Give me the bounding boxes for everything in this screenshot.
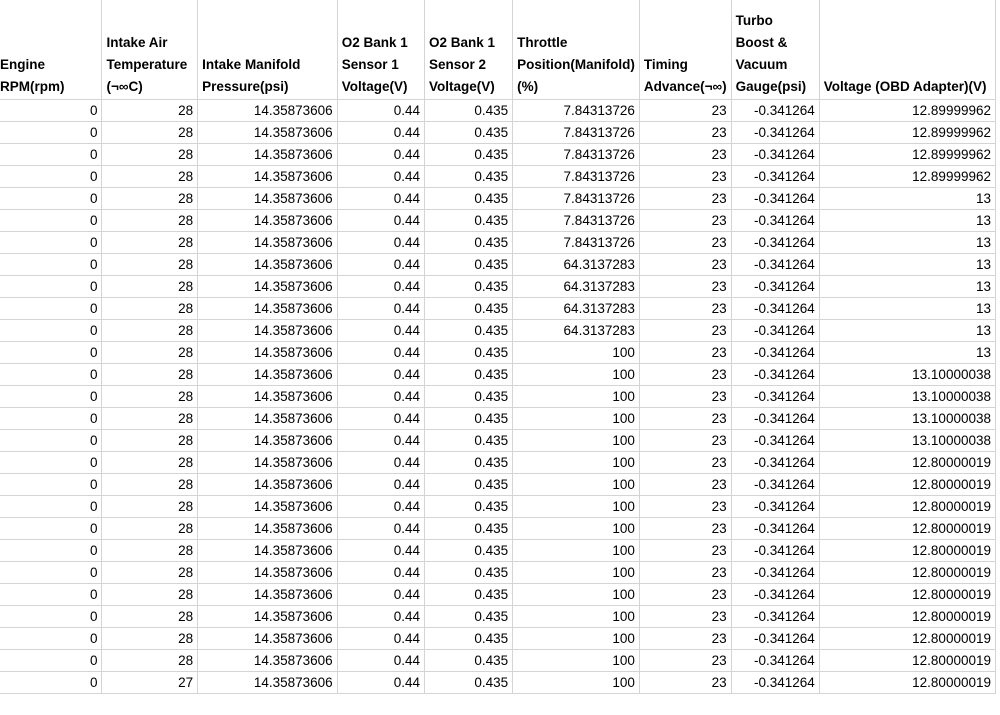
cell-intake-manifold-pressure[interactable]: 14.35873606 [198, 342, 338, 364]
cell-timing-advance[interactable]: 23 [639, 562, 731, 584]
table-row [0, 584, 996, 606]
cell-obd-voltage[interactable]: 12.80000019 [819, 452, 995, 474]
cell-intake-manifold-pressure[interactable]: 14.35873606 [198, 672, 338, 694]
cell-engine-rpm[interactable]: 0 [0, 452, 102, 474]
cell-o2-b1s1-voltage[interactable]: 0.44 [337, 672, 424, 694]
cell-throttle-position[interactable]: 64.3137283 [513, 254, 640, 276]
table-row [0, 144, 996, 166]
cell-turbo-boost[interactable]: -0.341264 [731, 496, 819, 518]
cell-engine-rpm[interactable]: 0 [0, 254, 102, 276]
cell-engine-rpm[interactable]: 0 [0, 628, 102, 650]
cell-o2-b1s2-voltage[interactable]: 0.435 [425, 430, 513, 452]
cell-throttle-position[interactable]: 7.84313726 [513, 188, 640, 210]
cell-intake-air-temp[interactable]: 28 [102, 122, 198, 144]
cell-turbo-boost[interactable]: -0.341264 [731, 210, 819, 232]
cell-obd-voltage[interactable]: 12.89999962 [819, 144, 995, 166]
cell-throttle-position[interactable]: 100 [513, 364, 640, 386]
cell-engine-rpm[interactable]: 0 [0, 342, 102, 364]
cell-engine-rpm[interactable]: 0 [0, 364, 102, 386]
column-header-intake-manifold-pressure[interactable]: Intake Manifold Pressure(psi) [198, 0, 338, 100]
cell-intake-air-temp[interactable]: 28 [102, 562, 198, 584]
cell-obd-voltage[interactable]: 13 [819, 210, 995, 232]
cell-intake-air-temp[interactable]: 28 [102, 584, 198, 606]
cell-turbo-boost[interactable]: -0.341264 [731, 430, 819, 452]
cell-o2-b1s2-voltage[interactable]: 0.435 [425, 144, 513, 166]
cell-timing-advance[interactable]: 23 [639, 628, 731, 650]
cell-engine-rpm[interactable]: 0 [0, 430, 102, 452]
cell-timing-advance[interactable]: 23 [639, 232, 731, 254]
cell-intake-air-temp[interactable]: 28 [102, 496, 198, 518]
cell-obd-voltage[interactable]: 12.80000019 [819, 518, 995, 540]
cell-intake-manifold-pressure[interactable]: 14.35873606 [198, 540, 338, 562]
cell-intake-manifold-pressure[interactable]: 14.35873606 [198, 232, 338, 254]
cell-engine-rpm[interactable]: 0 [0, 188, 102, 210]
table-row [0, 188, 996, 210]
cell-turbo-boost[interactable]: -0.341264 [731, 386, 819, 408]
cell-timing-advance[interactable]: 23 [639, 166, 731, 188]
cell-intake-air-temp[interactable]: 28 [102, 386, 198, 408]
cell-intake-air-temp[interactable]: 28 [102, 430, 198, 452]
cell-o2-b1s1-voltage[interactable]: 0.44 [337, 166, 424, 188]
cell-throttle-position[interactable]: 64.3137283 [513, 298, 640, 320]
column-header-timing-advance[interactable]: Timing Advance(¬∞) [639, 0, 731, 100]
cell-timing-advance[interactable]: 23 [639, 452, 731, 474]
column-header-turbo-boost[interactable]: Turbo Boost & Vacuum Gauge(psi) [731, 0, 819, 100]
cell-o2-b1s2-voltage[interactable]: 0.435 [425, 364, 513, 386]
cell-engine-rpm[interactable]: 0 [0, 496, 102, 518]
cell-o2-b1s1-voltage[interactable]: 0.44 [337, 254, 424, 276]
cell-intake-air-temp[interactable]: 28 [102, 276, 198, 298]
cell-obd-voltage[interactable]: 13 [819, 276, 995, 298]
cell-throttle-position[interactable]: 7.84313726 [513, 122, 640, 144]
column-header-engine-rpm[interactable]: Engine RPM(rpm) [0, 0, 102, 100]
cell-o2-b1s2-voltage[interactable]: 0.435 [425, 100, 513, 122]
table-row [0, 430, 996, 452]
cell-o2-b1s1-voltage[interactable]: 0.44 [337, 188, 424, 210]
grid-body [0, 100, 996, 694]
cell-o2-b1s2-voltage[interactable]: 0.435 [425, 122, 513, 144]
cell-o2-b1s1-voltage[interactable]: 0.44 [337, 628, 424, 650]
cell-intake-manifold-pressure[interactable]: 14.35873606 [198, 276, 338, 298]
cell-throttle-position[interactable]: 100 [513, 672, 640, 694]
cell-intake-air-temp[interactable]: 28 [102, 408, 198, 430]
cell-engine-rpm[interactable]: 0 [0, 320, 102, 342]
cell-intake-air-temp[interactable]: 28 [102, 650, 198, 672]
cell-timing-advance[interactable]: 23 [639, 254, 731, 276]
cell-intake-manifold-pressure[interactable]: 14.35873606 [198, 650, 338, 672]
cell-timing-advance[interactable]: 23 [639, 606, 731, 628]
cell-timing-advance[interactable]: 23 [639, 474, 731, 496]
cell-throttle-position[interactable]: 100 [513, 628, 640, 650]
table-row [0, 562, 996, 584]
table-row [0, 232, 996, 254]
cell-intake-air-temp[interactable]: 28 [102, 474, 198, 496]
cell-o2-b1s2-voltage[interactable]: 0.435 [425, 386, 513, 408]
cell-throttle-position[interactable]: 100 [513, 496, 640, 518]
cell-throttle-position[interactable]: 7.84313726 [513, 166, 640, 188]
cell-o2-b1s1-voltage[interactable]: 0.44 [337, 474, 424, 496]
cell-throttle-position[interactable]: 7.84313726 [513, 100, 640, 122]
cell-intake-air-temp[interactable]: 28 [102, 518, 198, 540]
table-row [0, 496, 996, 518]
cell-intake-air-temp[interactable]: 28 [102, 452, 198, 474]
cell-engine-rpm[interactable]: 0 [0, 386, 102, 408]
column-header-o2-b1s2-voltage[interactable]: O2 Bank 1 Sensor 2 Voltage(V) [425, 0, 513, 100]
cell-throttle-position[interactable]: 7.84313726 [513, 144, 640, 166]
cell-intake-manifold-pressure[interactable]: 14.35873606 [198, 474, 338, 496]
cell-throttle-position[interactable]: 100 [513, 386, 640, 408]
cell-turbo-boost[interactable]: -0.341264 [731, 364, 819, 386]
table-row [0, 254, 996, 276]
cell-intake-manifold-pressure[interactable]: 14.35873606 [198, 210, 338, 232]
cell-obd-voltage[interactable]: 13 [819, 298, 995, 320]
cell-engine-rpm[interactable]: 0 [0, 210, 102, 232]
cell-intake-air-temp[interactable]: 28 [102, 254, 198, 276]
table-row [0, 386, 996, 408]
cell-intake-manifold-pressure[interactable]: 14.35873606 [198, 254, 338, 276]
cell-o2-b1s1-voltage[interactable]: 0.44 [337, 122, 424, 144]
cell-turbo-boost[interactable]: -0.341264 [731, 540, 819, 562]
table-row [0, 540, 996, 562]
cell-engine-rpm[interactable]: 0 [0, 672, 102, 694]
cell-turbo-boost[interactable]: -0.341264 [731, 254, 819, 276]
cell-intake-air-temp[interactable]: 28 [102, 100, 198, 122]
cell-o2-b1s1-voltage[interactable]: 0.44 [337, 232, 424, 254]
cell-o2-b1s2-voltage[interactable]: 0.435 [425, 320, 513, 342]
cell-o2-b1s2-voltage[interactable]: 0.435 [425, 210, 513, 232]
cell-intake-manifold-pressure[interactable]: 14.35873606 [198, 628, 338, 650]
cell-throttle-position[interactable]: 64.3137283 [513, 276, 640, 298]
cell-o2-b1s1-voltage[interactable]: 0.44 [337, 518, 424, 540]
column-header-intake-air-temp[interactable]: Intake Air Temperature (¬∞C) [102, 0, 198, 100]
cell-throttle-position[interactable]: 100 [513, 584, 640, 606]
cell-timing-advance[interactable]: 23 [639, 650, 731, 672]
cell-o2-b1s2-voltage[interactable]: 0.435 [425, 562, 513, 584]
cell-o2-b1s1-voltage[interactable]: 0.44 [337, 144, 424, 166]
table-row [0, 474, 996, 496]
cell-throttle-position[interactable]: 100 [513, 408, 640, 430]
cell-intake-manifold-pressure[interactable]: 14.35873606 [198, 166, 338, 188]
cell-obd-voltage[interactable]: 13.10000038 [819, 408, 995, 430]
cell-turbo-boost[interactable]: -0.341264 [731, 144, 819, 166]
cell-intake-manifold-pressure[interactable]: 14.35873606 [198, 298, 338, 320]
cell-engine-rpm[interactable]: 0 [0, 100, 102, 122]
cell-o2-b1s1-voltage[interactable]: 0.44 [337, 364, 424, 386]
cell-obd-voltage[interactable]: 12.80000019 [819, 562, 995, 584]
cell-intake-air-temp[interactable]: 27 [102, 672, 198, 694]
cell-obd-voltage[interactable]: 13 [819, 188, 995, 210]
cell-intake-manifold-pressure[interactable]: 14.35873606 [198, 144, 338, 166]
cell-o2-b1s1-voltage[interactable]: 0.44 [337, 496, 424, 518]
cell-intake-manifold-pressure[interactable]: 14.35873606 [198, 100, 338, 122]
table-row [0, 122, 996, 144]
cell-throttle-position[interactable]: 100 [513, 474, 640, 496]
cell-throttle-position[interactable]: 100 [513, 606, 640, 628]
cell-o2-b1s2-voltage[interactable]: 0.435 [425, 628, 513, 650]
cell-intake-air-temp[interactable]: 28 [102, 232, 198, 254]
cell-engine-rpm[interactable]: 0 [0, 584, 102, 606]
cell-o2-b1s1-voltage[interactable]: 0.44 [337, 210, 424, 232]
cell-obd-voltage[interactable]: 13.10000038 [819, 386, 995, 408]
table-row [0, 276, 996, 298]
cell-o2-b1s1-voltage[interactable]: 0.44 [337, 452, 424, 474]
cell-intake-manifold-pressure[interactable]: 14.35873606 [198, 606, 338, 628]
cell-engine-rpm[interactable]: 0 [0, 518, 102, 540]
cell-timing-advance[interactable]: 23 [639, 518, 731, 540]
cell-timing-advance[interactable]: 23 [639, 144, 731, 166]
cell-throttle-position[interactable]: 7.84313726 [513, 210, 640, 232]
cell-o2-b1s2-voltage[interactable]: 0.435 [425, 540, 513, 562]
cell-obd-voltage[interactable]: 13 [819, 254, 995, 276]
cell-o2-b1s2-voltage[interactable]: 0.435 [425, 452, 513, 474]
cell-obd-voltage[interactable]: 12.80000019 [819, 650, 995, 672]
cell-engine-rpm[interactable]: 0 [0, 166, 102, 188]
cell-intake-air-temp[interactable]: 28 [102, 144, 198, 166]
cell-timing-advance[interactable]: 23 [639, 276, 731, 298]
table-row [0, 518, 996, 540]
cell-intake-air-temp[interactable]: 28 [102, 628, 198, 650]
cell-timing-advance[interactable]: 23 [639, 584, 731, 606]
cell-turbo-boost[interactable]: -0.341264 [731, 562, 819, 584]
cell-intake-air-temp[interactable]: 28 [102, 364, 198, 386]
cell-turbo-boost[interactable]: -0.341264 [731, 584, 819, 606]
cell-engine-rpm[interactable]: 0 [0, 540, 102, 562]
cell-o2-b1s2-voltage[interactable]: 0.435 [425, 584, 513, 606]
table-row [0, 672, 996, 694]
cell-turbo-boost[interactable]: -0.341264 [731, 122, 819, 144]
cell-turbo-boost[interactable]: -0.341264 [731, 166, 819, 188]
cell-obd-voltage[interactable]: 12.80000019 [819, 584, 995, 606]
cell-intake-air-temp[interactable]: 28 [102, 320, 198, 342]
cell-engine-rpm[interactable]: 0 [0, 122, 102, 144]
cell-o2-b1s2-voltage[interactable]: 0.435 [425, 232, 513, 254]
cell-turbo-boost[interactable]: -0.341264 [731, 276, 819, 298]
cell-turbo-boost[interactable]: -0.341264 [731, 650, 819, 672]
cell-intake-manifold-pressure[interactable]: 14.35873606 [198, 188, 338, 210]
cell-obd-voltage[interactable]: 12.80000019 [819, 496, 995, 518]
cell-o2-b1s2-voltage[interactable]: 0.435 [425, 650, 513, 672]
cell-intake-air-temp[interactable]: 28 [102, 188, 198, 210]
cell-throttle-position[interactable]: 100 [513, 562, 640, 584]
cell-timing-advance[interactable]: 23 [639, 408, 731, 430]
cell-obd-voltage[interactable]: 12.89999962 [819, 100, 995, 122]
cell-engine-rpm[interactable]: 0 [0, 474, 102, 496]
cell-intake-manifold-pressure[interactable]: 14.35873606 [198, 584, 338, 606]
cell-engine-rpm[interactable]: 0 [0, 232, 102, 254]
cell-intake-air-temp[interactable]: 28 [102, 606, 198, 628]
cell-turbo-boost[interactable]: -0.341264 [731, 628, 819, 650]
table-row [0, 100, 996, 122]
cell-intake-manifold-pressure[interactable]: 14.35873606 [198, 496, 338, 518]
cell-engine-rpm[interactable]: 0 [0, 276, 102, 298]
cell-intake-manifold-pressure[interactable]: 14.35873606 [198, 562, 338, 584]
cell-engine-rpm[interactable]: 0 [0, 408, 102, 430]
cell-throttle-position[interactable]: 7.84313726 [513, 232, 640, 254]
cell-o2-b1s1-voltage[interactable]: 0.44 [337, 562, 424, 584]
cell-obd-voltage[interactable]: 12.80000019 [819, 606, 995, 628]
cell-intake-manifold-pressure[interactable]: 14.35873606 [198, 430, 338, 452]
table-row [0, 606, 996, 628]
cell-o2-b1s1-voltage[interactable]: 0.44 [337, 342, 424, 364]
cell-timing-advance[interactable]: 23 [639, 342, 731, 364]
cell-o2-b1s2-voltage[interactable]: 0.435 [425, 474, 513, 496]
cell-timing-advance[interactable]: 23 [639, 672, 731, 694]
cell-intake-manifold-pressure[interactable]: 14.35873606 [198, 518, 338, 540]
cell-turbo-boost[interactable]: -0.341264 [731, 100, 819, 122]
cell-throttle-position[interactable]: 100 [513, 518, 640, 540]
cell-intake-manifold-pressure[interactable]: 14.35873606 [198, 452, 338, 474]
cell-timing-advance[interactable]: 23 [639, 188, 731, 210]
cell-engine-rpm[interactable]: 0 [0, 144, 102, 166]
cell-intake-air-temp[interactable]: 28 [102, 166, 198, 188]
cell-throttle-position[interactable]: 100 [513, 650, 640, 672]
cell-o2-b1s2-voltage[interactable]: 0.435 [425, 298, 513, 320]
cell-timing-advance[interactable]: 23 [639, 540, 731, 562]
column-header-obd-voltage[interactable]: Voltage (OBD Adapter)(V) [819, 0, 995, 100]
table-row [0, 298, 996, 320]
cell-obd-voltage[interactable]: 12.80000019 [819, 474, 995, 496]
cell-o2-b1s2-voltage[interactable]: 0.435 [425, 496, 513, 518]
table-row [0, 210, 996, 232]
cell-obd-voltage[interactable]: 13.10000038 [819, 430, 995, 452]
cell-timing-advance[interactable]: 23 [639, 364, 731, 386]
cell-turbo-boost[interactable]: -0.341264 [731, 298, 819, 320]
cell-turbo-boost[interactable]: -0.341264 [731, 320, 819, 342]
cell-o2-b1s1-voltage[interactable]: 0.44 [337, 276, 424, 298]
cell-o2-b1s1-voltage[interactable]: 0.44 [337, 298, 424, 320]
cell-engine-rpm[interactable]: 0 [0, 562, 102, 584]
cell-turbo-boost[interactable]: -0.341264 [731, 342, 819, 364]
header-row [0, 0, 996, 100]
cell-intake-air-temp[interactable]: 28 [102, 298, 198, 320]
cell-intake-air-temp[interactable]: 28 [102, 342, 198, 364]
cell-turbo-boost[interactable]: -0.341264 [731, 232, 819, 254]
cell-o2-b1s1-voltage[interactable]: 0.44 [337, 540, 424, 562]
cell-throttle-position[interactable]: 100 [513, 342, 640, 364]
cell-engine-rpm[interactable]: 0 [0, 606, 102, 628]
cell-obd-voltage[interactable]: 12.89999962 [819, 166, 995, 188]
cell-intake-air-temp[interactable]: 28 [102, 540, 198, 562]
cell-timing-advance[interactable]: 23 [639, 386, 731, 408]
cell-intake-manifold-pressure[interactable]: 14.35873606 [198, 386, 338, 408]
cell-o2-b1s2-voltage[interactable]: 0.435 [425, 672, 513, 694]
cell-throttle-position[interactable]: 100 [513, 540, 640, 562]
cell-o2-b1s1-voltage[interactable]: 0.44 [337, 408, 424, 430]
cell-obd-voltage[interactable]: 12.80000019 [819, 628, 995, 650]
cell-intake-air-temp[interactable]: 28 [102, 210, 198, 232]
cell-intake-manifold-pressure[interactable]: 14.35873606 [198, 320, 338, 342]
cell-o2-b1s1-voltage[interactable]: 0.44 [337, 650, 424, 672]
cell-o2-b1s2-voltage[interactable]: 0.435 [425, 606, 513, 628]
cell-turbo-boost[interactable]: -0.341264 [731, 188, 819, 210]
cell-turbo-boost[interactable]: -0.341264 [731, 606, 819, 628]
cell-engine-rpm[interactable]: 0 [0, 650, 102, 672]
cell-obd-voltage[interactable]: 12.89999962 [819, 122, 995, 144]
cell-o2-b1s1-voltage[interactable]: 0.44 [337, 606, 424, 628]
cell-obd-voltage[interactable]: 12.80000019 [819, 540, 995, 562]
cell-o2-b1s1-voltage[interactable]: 0.44 [337, 386, 424, 408]
table-row [0, 342, 996, 364]
cell-throttle-position[interactable]: 100 [513, 452, 640, 474]
cell-throttle-position[interactable]: 64.3137283 [513, 320, 640, 342]
table-row [0, 166, 996, 188]
cell-intake-manifold-pressure[interactable]: 14.35873606 [198, 122, 338, 144]
cell-engine-rpm[interactable]: 0 [0, 298, 102, 320]
cell-o2-b1s2-voltage[interactable]: 0.435 [425, 188, 513, 210]
table-row [0, 628, 996, 650]
cell-turbo-boost[interactable]: -0.341264 [731, 408, 819, 430]
cell-o2-b1s1-voltage[interactable]: 0.44 [337, 100, 424, 122]
cell-timing-advance[interactable]: 23 [639, 298, 731, 320]
cell-o2-b1s2-voltage[interactable]: 0.435 [425, 518, 513, 540]
table-row [0, 364, 996, 386]
cell-obd-voltage[interactable]: 13 [819, 232, 995, 254]
cell-o2-b1s1-voltage[interactable]: 0.44 [337, 584, 424, 606]
table-row [0, 408, 996, 430]
cell-o2-b1s2-voltage[interactable]: 0.435 [425, 166, 513, 188]
cell-o2-b1s2-voltage[interactable]: 0.435 [425, 342, 513, 364]
cell-obd-voltage[interactable]: 13 [819, 342, 995, 364]
cell-o2-b1s2-voltage[interactable]: 0.435 [425, 276, 513, 298]
cell-turbo-boost[interactable]: -0.341264 [731, 474, 819, 496]
cell-intake-manifold-pressure[interactable]: 14.35873606 [198, 408, 338, 430]
cell-intake-manifold-pressure[interactable]: 14.35873606 [198, 364, 338, 386]
cell-throttle-position[interactable]: 100 [513, 430, 640, 452]
column-header-throttle-position[interactable]: Throttle Position(Manifold)(%) [513, 0, 640, 100]
cell-timing-advance[interactable]: 23 [639, 430, 731, 452]
cell-obd-voltage[interactable]: 13.10000038 [819, 364, 995, 386]
cell-obd-voltage[interactable]: 12.80000019 [819, 672, 995, 694]
cell-o2-b1s1-voltage[interactable]: 0.44 [337, 430, 424, 452]
cell-o2-b1s2-voltage[interactable]: 0.435 [425, 408, 513, 430]
cell-turbo-boost[interactable]: -0.341264 [731, 518, 819, 540]
cell-timing-advance[interactable]: 23 [639, 496, 731, 518]
table-row [0, 452, 996, 474]
cell-obd-voltage[interactable]: 13 [819, 320, 995, 342]
table-row [0, 650, 996, 672]
cell-turbo-boost[interactable]: -0.341264 [731, 672, 819, 694]
cell-timing-advance[interactable]: 23 [639, 100, 731, 122]
table-row [0, 320, 996, 342]
cell-timing-advance[interactable]: 23 [639, 122, 731, 144]
cell-turbo-boost[interactable]: -0.341264 [731, 452, 819, 474]
cell-timing-advance[interactable]: 23 [639, 210, 731, 232]
cell-timing-advance[interactable]: 23 [639, 320, 731, 342]
cell-o2-b1s1-voltage[interactable]: 0.44 [337, 320, 424, 342]
cell-o2-b1s2-voltage[interactable]: 0.435 [425, 254, 513, 276]
column-header-o2-b1s1-voltage[interactable]: O2 Bank 1 Sensor 1 Voltage(V) [337, 0, 424, 100]
